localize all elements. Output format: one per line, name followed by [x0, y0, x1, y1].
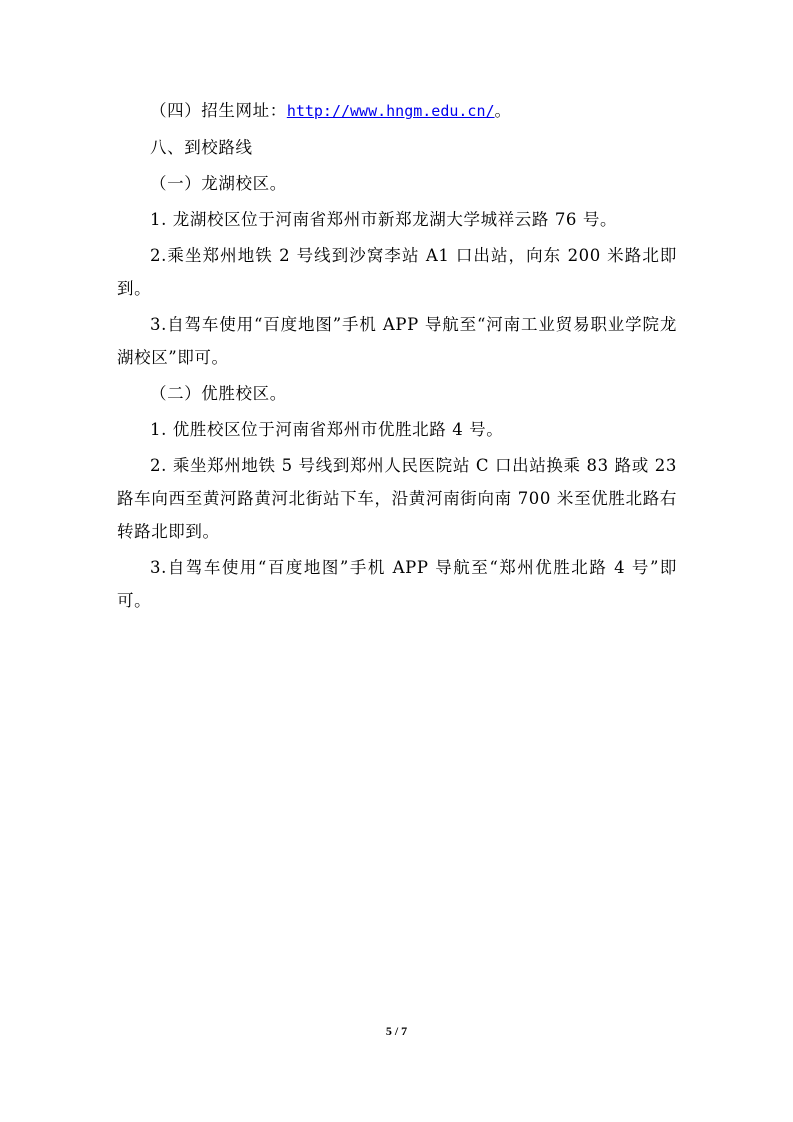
longhu-campus-driving-route: 3.自驾车使用“百度地图”手机 APP 导航至“河南工业贸易职业学院龙湖校区”即可。: [117, 315, 677, 367]
longhu-campus-metro-route: 2.乘坐郑州地铁 2 号线到沙窝李站 A1 口出站，向东 200 米路北即到。: [117, 246, 677, 298]
yousheng-campus-metro-route: 2. 乘坐郑州地铁 5 号线到郑州人民医院站 C 口出站换乘 83 路或 23 路车向西至黄河路黄河北街站下车，沿黄河南街向南 700 米至优胜北路右转路北即到。: [117, 456, 677, 541]
yousheng-campus-driving-route: 3.自驾车使用“百度地图”手机 APP 导航至“郑州优胜北路 4 号”即可。: [117, 558, 677, 610]
longhu-campus-address: 1. 龙湖校区位于河南省郑州市新郑龙湖大学城祥云路 76 号。: [150, 210, 618, 229]
section-title-route: 八、到校路线: [150, 138, 253, 157]
yousheng-campus-heading: （二）优胜校区。: [150, 384, 287, 403]
admission-website-link[interactable]: http://www.hngm.edu.cn/: [286, 102, 495, 120]
admission-website-line: [117, 94, 677, 128]
yousheng-campus-address: 1. 优胜校区位于河南省郑州市优胜北路 4 号。: [150, 420, 504, 439]
document-body: [117, 94, 677, 620]
longhu-campus-heading: （一）龙湖校区。: [150, 174, 287, 193]
admission-website-suffix: 。: [494, 101, 512, 120]
admission-website-label: （四）招生网址：: [150, 101, 287, 120]
page-number: 5 / 7: [385, 1024, 408, 1038]
